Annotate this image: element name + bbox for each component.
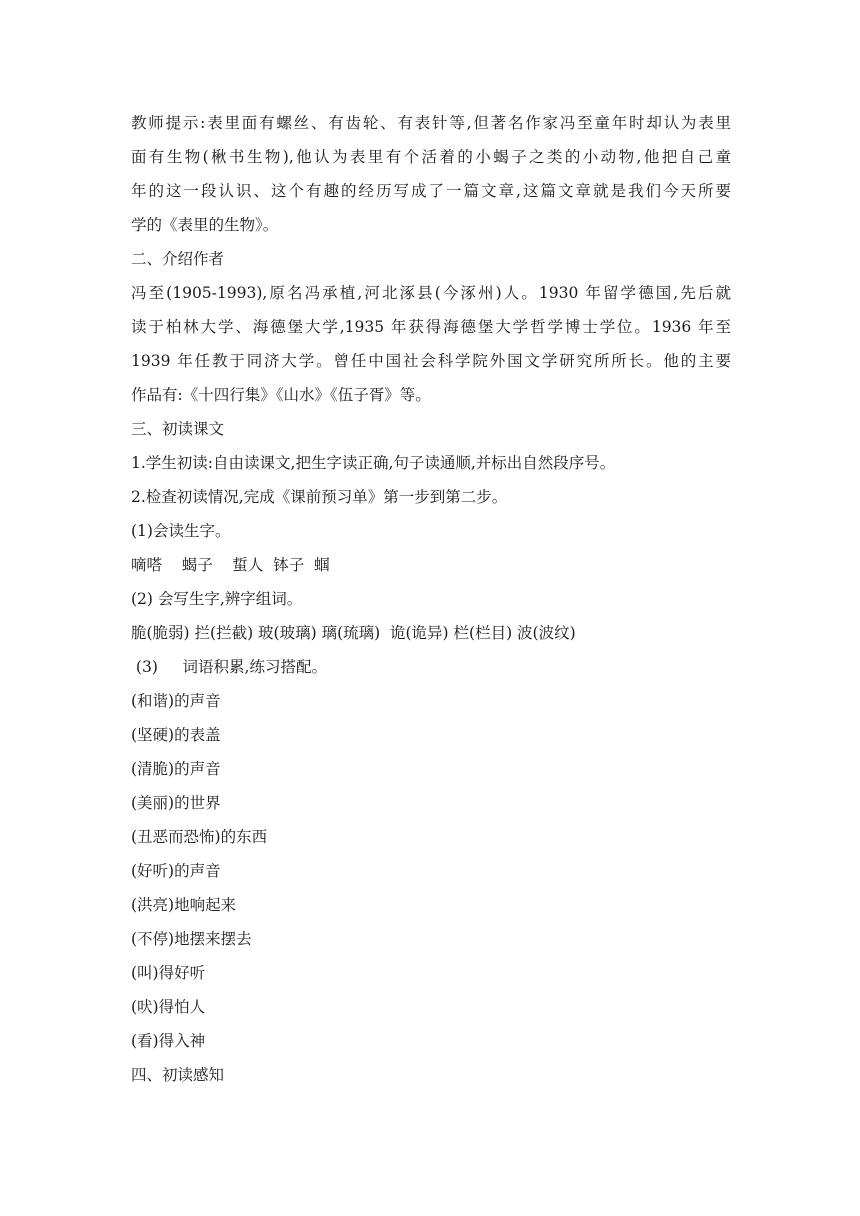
- section-heading-author: 二、介绍作者: [131, 250, 225, 268]
- document-body: [131, 106, 731, 1092]
- phrase-item: (美丽)的世界: [131, 794, 221, 812]
- phrase-item: (和谐)的声音: [131, 692, 221, 710]
- sub-item-2: (2) 会写生字,辨字组词。: [131, 590, 303, 608]
- author-line-3: 1939 年任教于同济大学。曾任中国社会科学院外国文学研究所所长。他的主要: [131, 352, 731, 370]
- phrase-item: (洪亮)地响起来: [131, 896, 237, 914]
- author-line-1: 冯至(1905-1993),原名冯承植,河北涿县(今涿州)人。1930 年留学德国,先后就: [131, 284, 731, 302]
- phrase-item: (好听)的声音: [131, 862, 221, 880]
- phrase-item: (坚硬)的表盖: [131, 726, 221, 744]
- phrase-item: (不停)地摆来摆去: [131, 930, 252, 948]
- sub-item-1: (1)会读生字。: [131, 522, 231, 540]
- phrase-item: (吠)得怕人: [131, 998, 206, 1016]
- intro-line-1: 教师提示:表里面有螺丝、有齿轮、有表针等,但著名作家冯至童年时却认为表里: [131, 114, 731, 132]
- new-words-read: 嘀嗒 蝎子 蜇人 钵子 蝈: [131, 556, 330, 574]
- section-heading-first-reading: 三、初读课文: [131, 420, 225, 438]
- phrase-item: (叫)得好听: [131, 964, 206, 982]
- new-words-write: 脆(脆弱) 拦(拦截) 玻(玻璃) 璃(琉璃) 诡(诡异) 栏(栏目) 波(波纹): [131, 624, 576, 642]
- step-2: 2.检查初读情况,完成《课前预习单》第一步到第二步。: [131, 488, 508, 506]
- section-heading-first-perception: 四、初读感知: [131, 1066, 225, 1084]
- phrase-item: (丑恶而恐怖)的东西: [131, 828, 268, 846]
- intro-line-2: 面有生物(楸书生物),他认为表里有个活着的小蝎子之类的小动物,他把自己童: [131, 148, 731, 166]
- phrase-item: (看)得入神: [131, 1032, 206, 1050]
- author-line-4: 作品有:《十四行集》《山水》《伍子胥》等。: [131, 386, 431, 404]
- intro-line-3: 年的这一段认识、这个有趣的经历写成了一篇文章,这篇文章就是我们今天所要: [131, 182, 731, 200]
- sub-item-3: (3) 词语积累,练习搭配。: [131, 658, 327, 676]
- phrase-item: (清脆)的声音: [131, 760, 221, 778]
- step-1: 1.学生初读:自由读课文,把生字读正确,句子读通顺,并标出自然段序号。: [131, 454, 616, 472]
- intro-line-4: 学的《表里的生物》。: [131, 216, 279, 234]
- author-line-2: 读于柏林大学、海德堡大学,1935 年获得海德堡大学哲学博士学位。1936 年至: [131, 318, 731, 336]
